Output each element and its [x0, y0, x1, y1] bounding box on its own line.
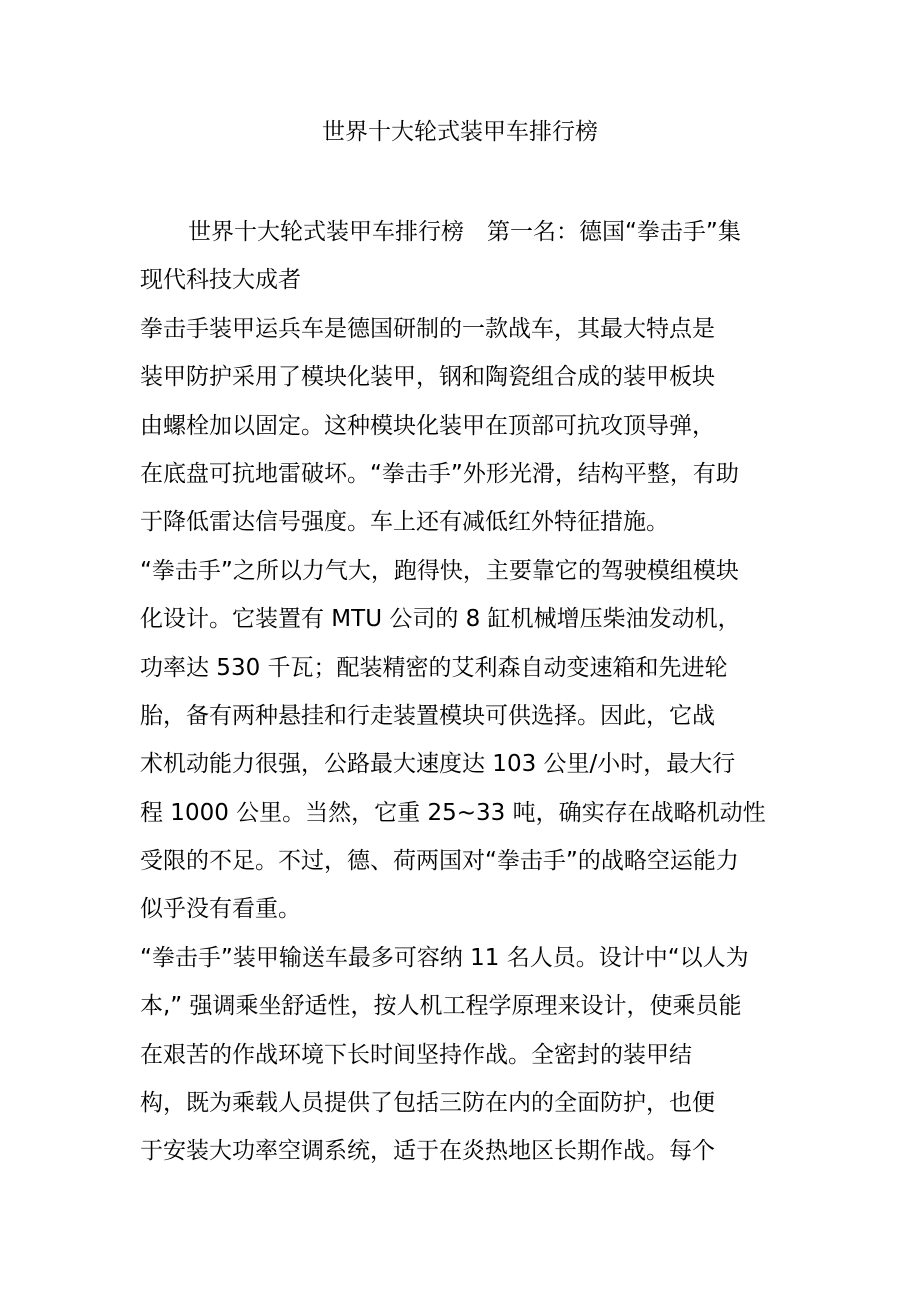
- body-line-15: 似乎没有看重。: [140, 896, 301, 923]
- body-line-18: 在艰苦的作战环境下长时间坚持作战。全密封的装甲结: [140, 1041, 692, 1068]
- body-line-4: 装甲防护采用了模块化装甲，钢和陶瓷组合成的装甲板块: [140, 364, 715, 391]
- body-line-10: 功率达 530 千瓦；配装精密的艾利森自动变速箱和先进轮: [140, 654, 728, 681]
- body-line-17: 本,” 强调乘坐舒适性，按人机工程学原理来设计，使乘员能: [140, 993, 742, 1020]
- body-line-16: “拳击手”装甲输送车最多可容纳 11 名人员。设计中“以人为: [140, 944, 749, 971]
- body-line-19: 构，既为乘载人员提供了包括三防在内的全面防护，也便: [140, 1090, 715, 1117]
- body-line-6: 在底盘可抗地雷破坏。“拳击手”外形光滑，结构平整，有助: [140, 460, 739, 487]
- body-line-7: 于降低雷达信号强度。车上还有减低红外特征措施。: [140, 509, 669, 536]
- body-line-11: 胎，备有两种悬挂和行走装置模块可供选择。因此，它战: [140, 702, 715, 729]
- body-line-8: “拳击手”之所以力气大，跑得快，主要靠它的驾驶模组模块: [140, 557, 739, 584]
- body-line-5: 由螺栓加以固定。这种模块化装甲在顶部可抗攻顶导弹，: [140, 412, 715, 439]
- body-line-9: 化设计。它装置有 MTU 公司的 8 缸机械增压柴油发动机，: [140, 606, 741, 633]
- body-line-3: 拳击手装甲运兵车是德国研制的一款战车，其最大特点是: [140, 315, 715, 342]
- document-title: 世界十大轮式装甲车排行榜: [322, 119, 598, 145]
- body-line-12: 术机动能力很强，公路最大速度达 103 公里/小时，最大行: [140, 751, 736, 778]
- body-line-14: 受限的不足。不过，德、荷两国对“拳击手”的战略空运能力: [140, 848, 739, 875]
- body-line-1: 世界十大轮式装甲车排行榜 第一名：德国“拳击手”集: [188, 219, 741, 245]
- body-line-13: 程 1000 公里。当然，它重 25~33 吨，确实存在战略机动性: [140, 799, 766, 826]
- body-line-2: 现代科技大成者: [140, 267, 301, 294]
- document-body: [140, 208, 800, 1176]
- body-line-20: 于安装大功率空调系统，适于在炎热地区长期作战。每个: [140, 1138, 715, 1165]
